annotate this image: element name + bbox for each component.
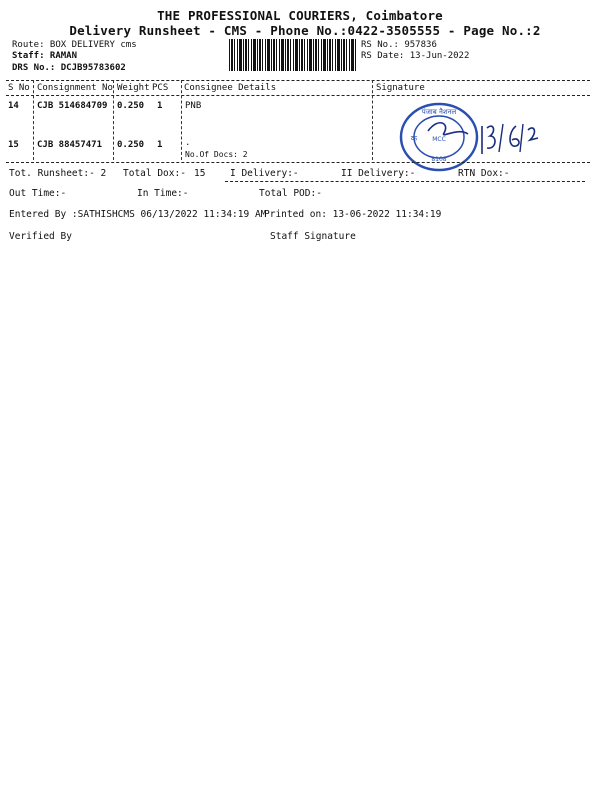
staff-signature: Staff Signature (270, 231, 356, 242)
divider (6, 80, 590, 81)
row-consignment: CJB 88457471 (37, 140, 103, 150)
col-separator (181, 80, 182, 160)
total-pod: Total POD:- (259, 188, 322, 199)
col-separator (113, 80, 114, 160)
out-time: Out Time:- (9, 188, 67, 199)
col-pcs: PCS (152, 83, 169, 93)
ii-delivery: II Delivery:- (341, 168, 416, 179)
handwritten-date-signature (478, 118, 548, 160)
row-consignment: CJB 514684709 (37, 101, 108, 111)
row-weight: 0.250 (117, 140, 145, 150)
entered-by: Entered By :SATHISHCMS 06/13/2022 11:34:19 AM (9, 209, 267, 220)
total-dox-value: 15 (194, 168, 206, 179)
verified-by: Verified By (9, 231, 72, 242)
col-separator (33, 80, 34, 160)
row-consignee: PNB (185, 101, 202, 111)
row-pcs: 1 (157, 140, 163, 150)
col-sno: S No (8, 83, 30, 93)
in-time: In Time:- (137, 188, 189, 199)
drs-number: DRS No.: DCJB95783602 (12, 63, 126, 73)
rtn-dox: RTN Dox:- (458, 168, 510, 179)
svg-text:क: क (410, 134, 418, 143)
divider (6, 95, 590, 96)
col-signature: Signature (376, 83, 425, 93)
staff: Staff: RAMAN (12, 51, 78, 61)
row-sno: 14 (8, 101, 19, 111)
row-weight: 0.250 (117, 101, 145, 111)
company-title: THE PROFESSIONAL COURIERS, Coimbatore (157, 8, 443, 23)
row-doc-count: No.Of Docs: 2 (185, 150, 248, 159)
runsheet-title: Delivery Runsheet - CMS - Phone No.:0422-3505555 - Page No.:2 (69, 23, 541, 38)
col-weight: Weight (117, 83, 150, 93)
route: Route: BOX DELIVERY cms (12, 40, 137, 50)
divider (6, 162, 590, 163)
col-separator (372, 80, 373, 160)
printed-on: Printed on: 13-06-2022 11:34:19 (264, 209, 442, 220)
rs-date: RS Date: 13-Jun-2022 (361, 51, 470, 61)
row-pcs: 1 (157, 101, 163, 111)
barcode (229, 39, 357, 71)
col-consignee: Consignee Details (184, 83, 277, 93)
svg-text:MCC: MCC (432, 136, 446, 143)
svg-text:पंजाब नैशनल: पंजाब नैशनल (421, 108, 457, 116)
total-dox-label: Total Dox:- (123, 168, 186, 179)
tot-runsheet: Tot. Runsheet:- 2 (9, 168, 107, 179)
row-sno: 15 (8, 140, 19, 150)
row-consignee: . (185, 138, 191, 148)
divider (225, 181, 585, 182)
rs-number: RS No.: 957836 (361, 40, 437, 50)
i-delivery: I Delivery:- (230, 168, 299, 179)
svg-text:8108: 8108 (431, 156, 447, 163)
col-consignment: Consignment No (37, 83, 113, 93)
